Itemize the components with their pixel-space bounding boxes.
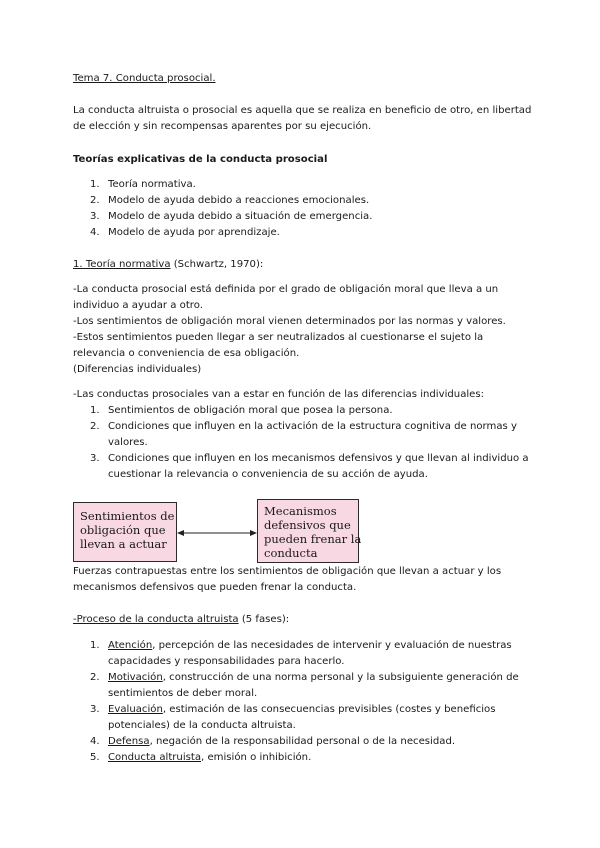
normative-title: 1. Teoría normativa	[73, 259, 171, 270]
list-number: 2.	[90, 672, 100, 683]
list-number: 3.	[90, 704, 100, 715]
list-item	[73, 451, 533, 483]
process-list	[73, 638, 533, 766]
phase-term: Atención	[108, 640, 153, 651]
phase-text: sentimientos de deber moral.	[108, 688, 258, 699]
box-line: Mecanismos	[264, 504, 337, 518]
list-text: Condiciones que influyen en los mecanismos defensivos y que llevan al individuo a	[108, 453, 529, 464]
paragraph-line: (Diferencias individuales)	[73, 364, 202, 375]
list-item	[73, 193, 533, 209]
phase-text: , estimación de las consecuencias previsibles (costes y beneficios	[162, 704, 496, 715]
phase-text: , construcción de una norma personal y la subsiguiente generación de	[162, 672, 519, 683]
list-text: Modelo de ayuda debido a situación de emergencia.	[108, 211, 373, 222]
list-item	[73, 177, 533, 193]
defense-box	[257, 499, 362, 563]
list-text: Sentimientos de obligación moral que posea la persona.	[108, 405, 393, 416]
list-item	[73, 419, 533, 451]
phase-text: , emisión o inhibición.	[201, 752, 312, 763]
phase-text: potenciales) de la conducta altruista.	[108, 720, 296, 731]
intro-paragraph	[73, 103, 533, 135]
box-line: defensivos que	[264, 518, 351, 532]
box-line: obligación que	[80, 523, 166, 537]
differences-intro: -Las conductas prosociales van a estar en función de las diferencias individuales:	[73, 389, 485, 400]
phase-text: , negación de la responsabilidad personal o de la necesidad.	[149, 736, 456, 747]
double-arrow-icon	[177, 527, 257, 539]
list-number: 5.	[90, 752, 100, 763]
paragraph-line: relevancia o conveniencia de esa obligación.	[73, 348, 300, 359]
list-number: 2.	[90, 421, 100, 432]
obligation-box	[73, 502, 177, 562]
list-number: 1.	[90, 405, 100, 416]
phase-term: Evaluación	[108, 704, 163, 715]
diagram-caption	[73, 564, 533, 596]
theories-list	[73, 177, 533, 241]
box-line: llevan a actuar	[80, 537, 167, 551]
phase-term: Conducta altruista	[108, 752, 202, 763]
list-item	[73, 734, 533, 750]
list-number: 2.	[90, 195, 100, 206]
intro-line: de elección y sin recompensas aparentes por su ejecución.	[73, 121, 372, 132]
phase-term: Motivación	[108, 672, 163, 683]
list-item	[73, 702, 533, 734]
caption-line: Fuerzas contrapuestas entre los sentimientos de obligación que llevan a actuar y los	[73, 566, 502, 577]
box-line: conducta	[264, 546, 318, 560]
paragraph-line: individuo a ayudar a otro.	[73, 300, 203, 311]
list-item	[73, 209, 533, 225]
list-item	[73, 225, 533, 241]
list-text: Modelo de ayuda debido a reacciones emocionales.	[108, 195, 370, 206]
caption-line: mecanismos defensivos que pueden frenar la conducta.	[73, 582, 357, 593]
list-number: 3.	[90, 211, 100, 222]
list-number: 1.	[90, 179, 100, 190]
list-text: cuestionar la relevancia o conveniencia de su acción de ayuda.	[108, 469, 428, 480]
list-text: Condiciones que influyen en la activación de la estructura cognitiva de normas y	[108, 421, 517, 432]
list-number: 1.	[90, 640, 100, 651]
list-item	[73, 670, 533, 702]
paragraph-line: -Los sentimientos de obligación moral vienen determinados por las normas y valores.	[73, 316, 506, 327]
process-count: (5 fases):	[238, 614, 290, 625]
box-line: pueden frenar la	[264, 532, 362, 546]
list-number: 3.	[90, 453, 100, 464]
process-title: -Proceso de la conducta altruista	[73, 614, 239, 625]
list-number: 4.	[90, 227, 100, 238]
list-text: valores.	[108, 437, 148, 448]
phase-text: capacidades y responsabilidades para hacerlo.	[108, 656, 345, 667]
normative-heading	[73, 257, 533, 273]
list-text: Modelo de ayuda por aprendizaje.	[108, 227, 280, 238]
phase-term: Defensa	[108, 736, 150, 747]
normative-paragraph	[73, 282, 533, 378]
list-number: 4.	[90, 736, 100, 747]
list-text: Teoría normativa.	[108, 179, 196, 190]
normative-citation: (Schwartz, 1970):	[170, 259, 264, 270]
process-heading	[73, 612, 533, 628]
box-line: Sentimientos de	[80, 509, 175, 523]
paragraph-line: -Estos sentimientos pueden llegar a ser neutralizados al cuestionarse el sujeto la	[73, 332, 484, 343]
differences-list	[73, 403, 533, 483]
theories-heading: Teorías explicativas de la conducta prosocial	[73, 154, 328, 165]
paragraph-line: -La conducta prosocial está definida por el grado de obligación moral que lleva a un	[73, 284, 499, 295]
list-item	[73, 638, 533, 670]
page-title: Tema 7. Conducta prosocial.	[73, 73, 216, 84]
list-item	[73, 750, 533, 766]
intro-line: La conducta altruista o prosocial es aquella que se realiza en beneficio de otro, en libertad	[73, 105, 532, 116]
list-item	[73, 403, 533, 419]
phase-text: , percepción de las necesidades de intervenir y evaluación de nuestras	[152, 640, 512, 651]
